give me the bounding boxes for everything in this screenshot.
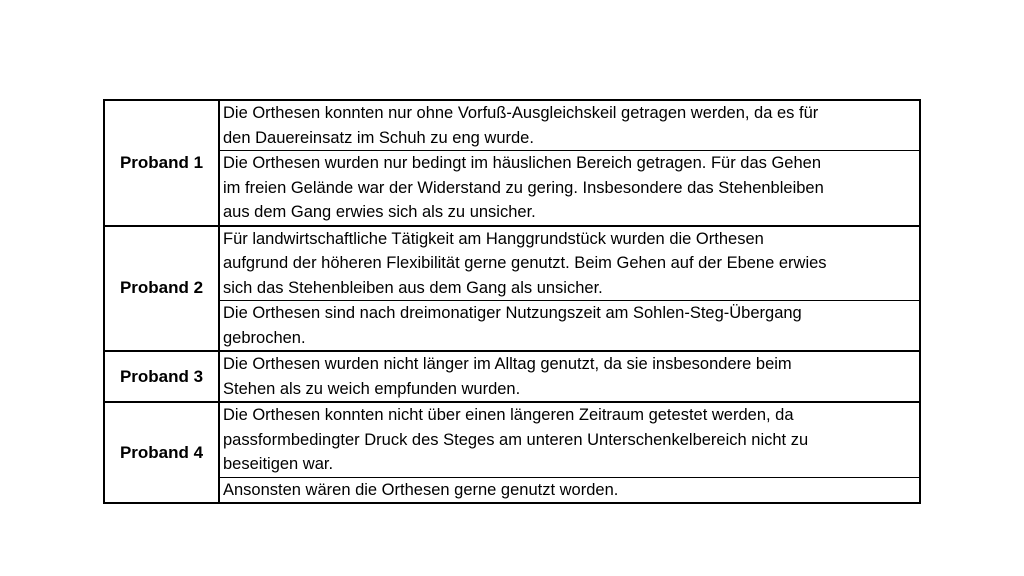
- table-row: [104, 351, 920, 402]
- row-label-proband-2: Proband 2: [104, 226, 219, 352]
- note-line: im freien Gelände war der Widerstand zu gering. Insbesondere das Stehenbleiben: [223, 178, 824, 197]
- note-cell: [219, 301, 920, 352]
- note-cell: [219, 402, 920, 477]
- note-line: Für landwirtschaftliche Tätigkeit am Hanggrundstück wurden die Orthesen: [223, 229, 764, 248]
- table-row: [104, 477, 920, 503]
- row-label-proband-3: Proband 3: [104, 351, 219, 402]
- table-row: [104, 151, 920, 226]
- note-line: aufgrund der höheren Flexibilität gerne genutzt. Beim Gehen auf der Ebene erwies: [223, 254, 827, 272]
- table-row: [104, 402, 920, 477]
- note-line: aus dem Gang erwies sich als zu unsicher.: [223, 203, 536, 221]
- note-cell: [219, 226, 920, 301]
- note-line: Die Orthesen konnten nur ohne Vorfuß-Ausgleichskeil getragen werden, da es für: [223, 104, 819, 122]
- note-cell: [219, 477, 920, 503]
- table-row: [104, 100, 920, 151]
- note-line: Die Orthesen wurden nur bedingt im häuslichen Bereich getragen. Für das Gehen: [223, 154, 822, 172]
- row-label-proband-1: Proband 1: [104, 100, 219, 226]
- note-cell: [219, 351, 920, 402]
- note-line: Stehen als zu weich empfunden wurden.: [223, 379, 521, 398]
- table-row: [104, 301, 920, 352]
- note-line: Ansonsten wären die Orthesen gerne genutzt worden.: [223, 480, 619, 499]
- note-line: den Dauereinsatz im Schuh zu eng wurde.: [223, 128, 534, 147]
- note-line: Die Orthesen wurden nicht länger im Alltag genutzt, da sie insbesondere beim: [223, 355, 792, 373]
- note-line: Die Orthesen konnten nicht über einen längeren Zeitraum getestet werden, da: [223, 406, 794, 424]
- note-line: Die Orthesen sind nach dreimonatiger Nutzungszeit am Sohlen-Steg-Übergang: [223, 304, 802, 322]
- note-line: sich das Stehenbleiben aus dem Gang als unsicher.: [223, 278, 603, 297]
- note-cell: [219, 100, 920, 151]
- note-cell: [219, 151, 920, 226]
- note-line: gebrochen.: [223, 328, 306, 347]
- row-label-proband-4: Proband 4: [104, 402, 219, 503]
- table-row: [104, 226, 920, 301]
- note-line: beseitigen war.: [223, 455, 334, 473]
- findings-table: [103, 99, 921, 504]
- note-line: passformbedingter Druck des Steges am unteren Unterschenkelbereich nicht zu: [223, 430, 809, 449]
